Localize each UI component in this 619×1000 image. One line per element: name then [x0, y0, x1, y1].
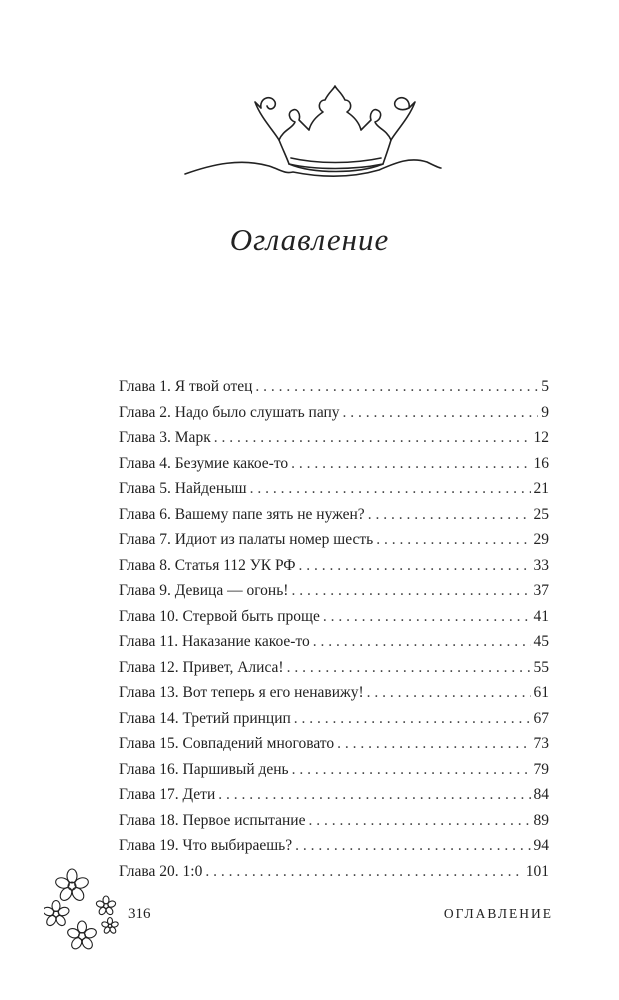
toc-leader-dots [250, 476, 531, 502]
toc-entry-title: Глава 5. Найденыш [119, 480, 247, 497]
toc-leader-dots [368, 502, 531, 528]
toc-leader-dots [205, 859, 522, 885]
toc-entry-title: Глава 1. Я твой отец [119, 378, 253, 395]
toc-leader-dots [291, 451, 530, 477]
toc-entry-page: 55 [533, 658, 549, 676]
toc-entry [119, 833, 549, 859]
toc-entry-title: Глава 6. Вашему папе зять не нужен? [119, 505, 365, 523]
toc-entry-page: 25 [533, 505, 549, 523]
toc-entry-title: Глава 10. Стервой быть проще [119, 607, 320, 625]
toc-entry-page: 73 [533, 735, 549, 752]
toc-entry-page: 45 [533, 633, 549, 650]
toc-entry [119, 604, 549, 630]
toc-entry-title: Глава 18. Первое испытание [119, 811, 306, 829]
toc-entry [119, 782, 549, 808]
toc-entry-page: 33 [533, 556, 549, 574]
toc-entry-page: 12 [533, 429, 549, 446]
toc-entry [119, 578, 549, 604]
toc-entry-page: 5 [541, 378, 549, 395]
toc-entry-title: Глава 7. Идиот из палаты номер шесть [119, 531, 374, 548]
toc-leader-dots [299, 553, 531, 579]
toc-entry-page: 9 [541, 403, 549, 421]
toc-entry [119, 655, 549, 681]
toc-entry-page: 101 [525, 862, 549, 880]
toc-leader-dots [323, 604, 531, 630]
toc-entry [119, 629, 549, 655]
toc-leader-dots [287, 655, 531, 681]
toc-leader-dots [313, 629, 531, 655]
toc-entry [119, 400, 549, 426]
toc-entry-title: Глава 19. Что выбираешь? [119, 837, 293, 854]
toc-entry-title: Глава 16. Паршивый день [119, 760, 289, 778]
toc-entry-title: Глава 20. 1:0 [119, 862, 203, 880]
toc-leader-dots [292, 757, 531, 783]
toc-entry-page: 16 [533, 454, 549, 472]
crown-icon [183, 78, 443, 188]
toc-entry [119, 731, 549, 757]
toc-leader-dots [291, 578, 530, 604]
toc-entry [119, 374, 549, 400]
toc-entry-title: Глава 12. Привет, Алиса! [119, 658, 284, 676]
table-of-contents [119, 374, 549, 884]
toc-entry-page: 79 [533, 760, 549, 778]
toc-entry [119, 425, 549, 451]
toc-entry [119, 808, 549, 834]
toc-leader-dots [343, 400, 539, 426]
toc-leader-dots [367, 680, 531, 706]
toc-entry-page: 94 [533, 837, 549, 854]
toc-entry-title: Глава 14. Третий принцип [119, 709, 291, 727]
toc-entry-page: 61 [533, 684, 549, 701]
page-number: 316 [128, 906, 151, 922]
toc-entry [119, 451, 549, 477]
page-title: Оглавление [229, 222, 390, 257]
toc-entry-page: 89 [533, 811, 549, 829]
toc-entry-title: Глава 13. Вот теперь я его ненавижу! [119, 684, 364, 701]
toc-entry-page: 29 [533, 531, 549, 548]
toc-leader-dots [337, 731, 530, 757]
toc-leader-dots [376, 527, 530, 553]
toc-entry-title: Глава 2. Надо было слушать папу [119, 403, 340, 421]
toc-entry [119, 706, 549, 732]
toc-entry [119, 680, 549, 706]
toc-entry-page: 21 [533, 480, 549, 497]
toc-entry [119, 757, 549, 783]
toc-entry [119, 502, 549, 528]
toc-entry-title: Глава 11. Наказание какое-то [119, 633, 310, 650]
toc-entry-title: Глава 17. Дети [119, 786, 216, 803]
toc-entry-title: Глава 8. Статья 112 УК РФ [119, 556, 296, 574]
toc-entry-title: Глава 3. Марк [119, 429, 211, 446]
toc-leader-dots [294, 706, 531, 732]
toc-entry-page: 41 [533, 607, 549, 625]
toc-leader-dots [295, 833, 530, 859]
toc-leader-dots [214, 425, 531, 451]
toc-entry-title: Глава 9. Девица — огонь! [119, 582, 289, 599]
toc-leader-dots [218, 782, 530, 808]
toc-entry [119, 527, 549, 553]
toc-entry [119, 553, 549, 579]
toc-entry [119, 476, 549, 502]
toc-leader-dots [255, 374, 538, 400]
flower-icon [44, 864, 124, 954]
toc-entry-title: Глава 15. Совпадений многовато [119, 735, 335, 752]
toc-entry [119, 859, 549, 885]
toc-entry-page: 37 [533, 582, 549, 599]
toc-leader-dots [308, 808, 530, 834]
toc-entry-page: 84 [533, 786, 549, 803]
toc-entry-title: Глава 4. Безумие какое-то [119, 454, 289, 472]
toc-entry-page: 67 [533, 709, 549, 727]
running-head: ОГЛАВЛЕНИЕ [443, 906, 553, 921]
